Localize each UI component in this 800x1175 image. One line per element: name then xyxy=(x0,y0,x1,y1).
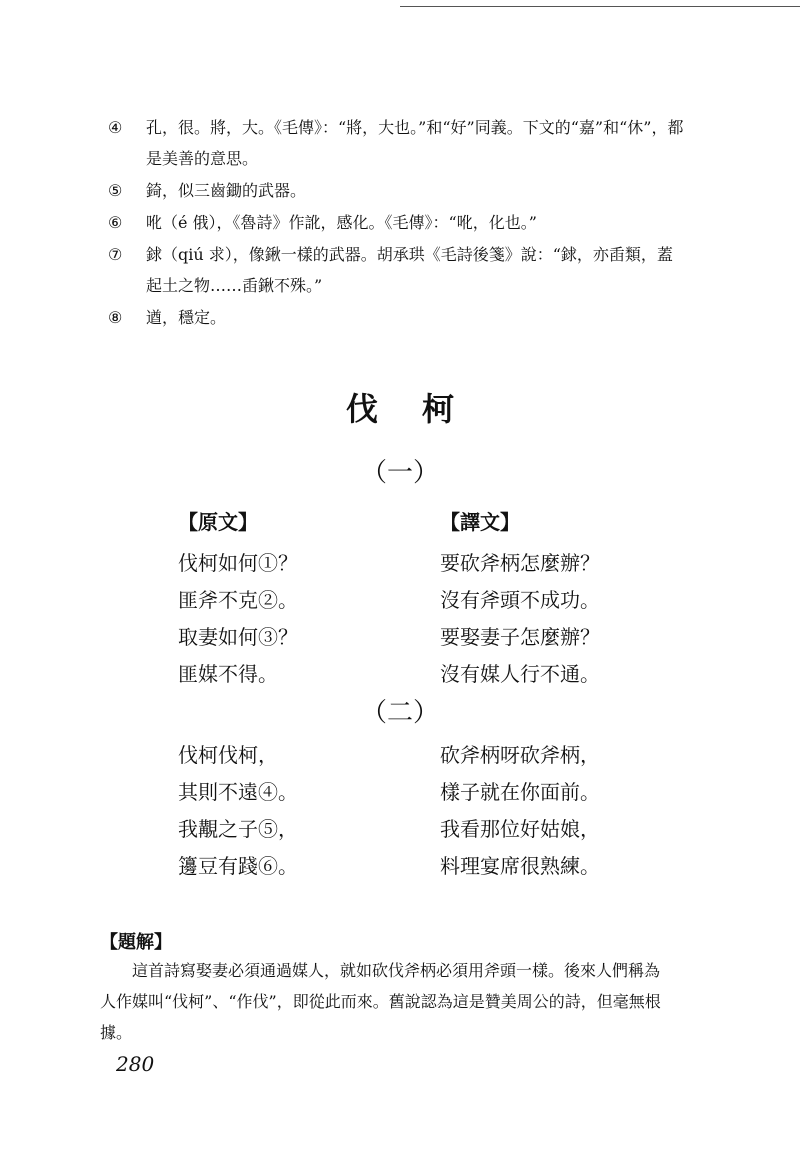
note-item xyxy=(108,239,688,301)
translation-line: 沒有媒人行不通。 xyxy=(440,662,600,686)
note-item xyxy=(108,112,688,174)
tijie-body: 這首詩寫娶妻必須通過媒人，就如砍伐斧柄必須用斧頭一樣。後來人們稱為人作媒叫“伐柯”、“作伐”，即從此而來。舊說認為這是贊美周公的詩，但毫無根據。 xyxy=(100,961,661,1042)
tijie-header: 【題解】 xyxy=(100,932,172,953)
note-number: ⑤ xyxy=(108,181,123,200)
top-rule xyxy=(400,6,800,7)
translation-line: 要砍斧柄怎麼辦？ xyxy=(440,551,600,575)
translation-line: 砍斧柄呀砍斧柄， xyxy=(440,743,600,767)
note-number: ④ xyxy=(108,118,123,137)
translation-header: 【譯文】 xyxy=(440,510,520,534)
note-text: 吪（é 俄），《魯詩》作訛，感化。《毛傳》：“吪，化也。” xyxy=(146,213,537,232)
footnotes xyxy=(108,112,688,334)
note-item xyxy=(108,207,688,238)
note-number: ⑧ xyxy=(108,308,123,327)
original-header: 【原文】 xyxy=(178,510,258,534)
original-line: 其則不遠④。 xyxy=(178,780,298,804)
note-item xyxy=(108,302,688,333)
original-line: 籩豆有踐⑥。 xyxy=(178,854,298,878)
poem-title: 伐柯 xyxy=(345,390,498,428)
translation-line: 我看那位好姑娘， xyxy=(440,817,600,841)
note-number: ⑥ xyxy=(108,213,123,232)
note-text: 錡，似三齒鋤的武器。 xyxy=(146,181,307,200)
section-label: （二） xyxy=(360,698,439,728)
original-line: 匪斧不克②。 xyxy=(178,588,298,612)
original-line: 伐柯如何①？ xyxy=(178,551,298,575)
original-column-2 xyxy=(178,740,298,888)
note-item xyxy=(108,175,688,206)
translation-line: 樣子就在你面前。 xyxy=(440,780,600,804)
original-line: 取妻如何③？ xyxy=(178,625,298,649)
note-text: 遒，穩定。 xyxy=(146,308,227,327)
original-line: 匪媒不得。 xyxy=(178,662,278,686)
translation-line: 料理宴席很熟練。 xyxy=(440,854,600,878)
original-column-1 xyxy=(178,508,298,696)
translation-line: 要娶妻子怎麼辦？ xyxy=(440,625,600,649)
note-text: 孔，很。將，大。《毛傳》：“將，大也。”和“好”同義。下文的“嘉”和“休”，都是美善的意思。 xyxy=(146,118,684,168)
note-number: ⑦ xyxy=(108,245,123,264)
translation-column-2 xyxy=(440,740,600,888)
page-number: 280 xyxy=(116,1052,155,1076)
translation-line: 沒有斧頭不成功。 xyxy=(440,588,600,612)
section-label: （一） xyxy=(360,458,439,488)
translation-column-1 xyxy=(440,508,600,696)
original-line: 伐柯伐柯， xyxy=(178,743,278,767)
note-text: 銶（qiú 求），像鍬一樣的武器。胡承珙《毛詩後箋》說：“銶，亦臿類，蓋起土之物……臿鍬不殊。” xyxy=(146,245,673,295)
original-line: 我覯之子⑤， xyxy=(178,817,298,841)
